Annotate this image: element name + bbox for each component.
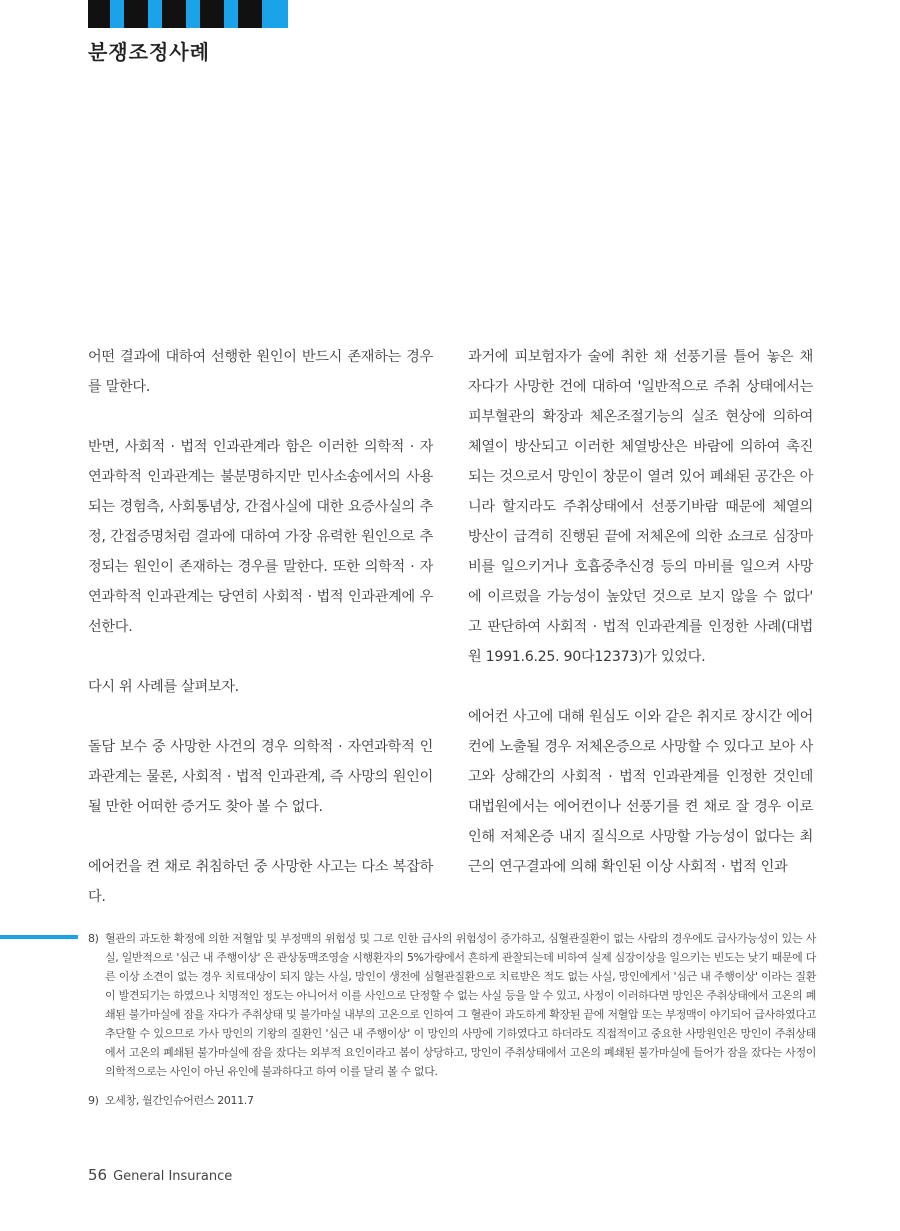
header-bar-segment (262, 0, 288, 28)
page-number: 56 (88, 1166, 108, 1184)
header-color-bar (88, 0, 288, 28)
paragraph: 어떤 결과에 대하여 선행한 원인이 반드시 존재하는 경우를 말한다. (88, 349, 433, 395)
paragraph: 과거에 피보험자가 술에 취한 채 선풍기를 틀어 놓은 채 자다가 사망한 건에 대하여 '일반적으로 주취 상태에서는 피부혈관의 확장과 체온조절기능의 실조 현상에 의하여 체열이 방산되고 이러한 체열방산은 바람에 의하여 촉진되는 것으로서 망인이 창문이 열려 있어 폐쇄된 공간은 아니라 할지라도 주취상태에서 선풍기바람 때문에 체열의 방산이 급격히 진행된 끝에 저체온에 의한 쇼크로 심장마비를 일으키거나 호흡중추신경 등의 마비를 일으켜 사망에 이르렀을 가능성이 높았던 것으로 보지 않을 수 없다' 고 판단하여 사회적 · 법적 인과관계를 인정한 사례(대법원 1991.6.25. 90다12373)가 있었다. (468, 349, 813, 665)
footnote-number: 8) (88, 932, 99, 945)
paragraph: 반면, 사회적 · 법적 인과관계라 함은 이러한 의학적 · 자연과학적 인과관계는 불분명하지만 민사소송에서의 사용되는 경험측, 사회통념상, 간접사실에 대한 요증사실의 추정, 간접증명처럼 결과에 대하여 가장 유력한 원인으로 추정되는 원인이 존재하는 경우를 말한다. 또한 의학적 · 자연과학적 인과관계는 당연히 사회적 · 법적 인과관계에 우선한다. (88, 439, 433, 635)
paragraph: 에어컨을 켠 채로 취침하던 중 사망한 사고는 다소 복잡하다. (88, 859, 433, 905)
footnotes (88, 929, 816, 1110)
footnote-number: 9) (88, 1094, 99, 1107)
publication-name: General Insurance (113, 1169, 233, 1184)
paragraph: 에어컨 사고에 대해 원심도 이와 같은 취지로 장시간 에어컨에 노출될 경우 저체온증으로 사망할 수 있다고 보아 사고와 상해간의 사회적 · 법적 인과관계를 인정한 것인데 대법원에서는 에어컨이나 선풍기를 켠 채로 잘 경우 이로 인해 저체온증 내지 질식으로 사망할 가능성이 없다는 최근의 연구결과에 의해 확인된 이상 사회적 · 법적 인과 (468, 709, 813, 875)
footnote-text: 혈관의 과도한 확정에 의한 저혈압 및 부정맥의 위험성 및 그로 인한 급사의 위험성이 증가하고, 심혈관질환이 없는 사람의 경우에도 급사가능성이 있는 사실, 일반적으로 '심근 내 주행이상' 은 관상동맥조영술 시행환자의 5%가량에서 흔하게 관찰되는데 비하여 실제 심장이상을 일으키는 빈도는 낮기 때문에 다른 이상 소견이 없는 경우 치료대상이 되지 않는 사실, 망인이 생전에 심혈관질환으로 치료받은 적도 없는 사실, 망인에게서 '심근 내 주행이상' 이라는 질환이 발견되기는 하였으나 치명적인 정도는 아니어서 이를 사인으로 단정할 수 없는 사실 등을 알 수 있고, 사정이 이러하다면 망인은 주취상태에서 고온의 폐쇄된 불가마실에 잠을 자다가 주취상태 및 불가마실 내부의 고온으로 인하여 그 혈관이 과도하게 확장된 끝에 저혈압 또는 부정맥이 야기되어 급사하였다고 추단할 수 있으므로 가사 망인의 기왕의 질환인 '심근 내 주행이상' 이 망인의 사망에 기하였다고 하더라도 직접적이고 중요한 사망원인은 망인이 주취상태에서 고온의 폐쇄된 불가마실에 잠을 잤다는 외부적 요인이라고 봄이 상당하고, 망인이 주취상태에서 고온의 폐쇄된 불가마실에 들어가 잠을 잤다는 사정이 의학적으로는 사인이 아닌 유인에 불과하다고 하여 이를 달리 볼 수 없다. (105, 932, 816, 1078)
header-bar-segment (224, 0, 238, 28)
footnote-accent-line (0, 935, 78, 939)
header-bar-segment (124, 0, 148, 28)
footnote-8 (88, 929, 816, 1081)
page-title: 분쟁조정사례 (88, 40, 210, 64)
left-column (88, 342, 433, 912)
header-bar-segment (162, 0, 186, 28)
header-bar-segment (200, 0, 224, 28)
header-bar-segment (148, 0, 162, 28)
paragraph: 다시 위 사례를 살펴보자. (88, 679, 239, 695)
header-bar-segment (238, 0, 262, 28)
header-bar-segment (186, 0, 200, 28)
right-column (468, 342, 813, 882)
footnote-9 (88, 1091, 816, 1110)
page-footer (88, 1166, 232, 1184)
paragraph: 돌담 보수 중 사망한 사건의 경우 의학적 · 자연과학적 인과관계는 물론, 사회적 · 법적 인과관계, 즉 사망의 원인이 될 만한 어떠한 증거도 찾아 볼 수 없다. (88, 739, 433, 815)
header-bar-segment (110, 0, 124, 28)
footnote-text: 오세창, 월간인슈어런스 2011.7 (105, 1094, 254, 1107)
header-bar-segment (88, 0, 110, 28)
